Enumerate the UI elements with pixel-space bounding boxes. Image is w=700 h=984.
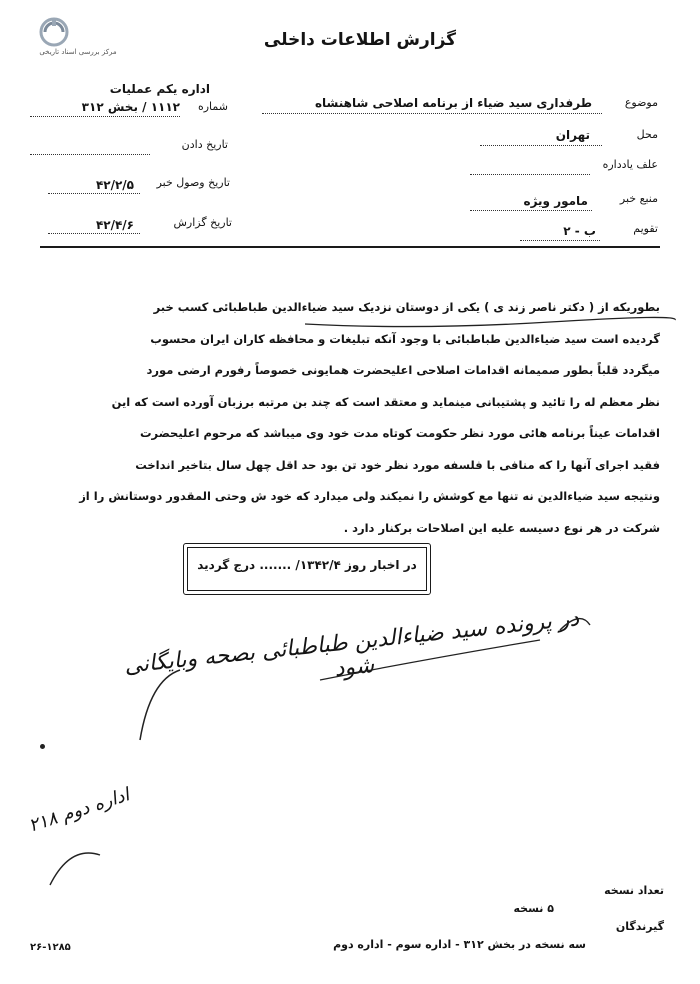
report-date-label: تاریخ گزارش: [173, 216, 232, 229]
subject-label: موضوع: [624, 96, 658, 109]
body-line: میگردد قلباً بطور صمیمانه اقدامات اصلاحی اعلیحضرت همایونی خصوصاً رفورم ارضی مورد: [146, 363, 660, 377]
handwritten-strokes: [120, 600, 600, 770]
handwritten-instruction: در پرونده سید ضیاءالدین طباطبائی بصحه وبایگانی شود: [123, 606, 581, 682]
report-date-dotted-line: [48, 233, 140, 234]
place-value: تهران: [555, 128, 590, 142]
evaluation-value: ب - ۲: [563, 224, 596, 238]
receipt-date-value: ۴۲/۲/۵: [95, 178, 134, 192]
report-title: گزارش اطلاعات داخلی: [263, 30, 457, 50]
document-date-label: تاریخ دادن: [181, 138, 228, 151]
copies-value: ۵ نسخه: [513, 902, 554, 915]
place-dotted-line: [480, 145, 602, 146]
receipt-date-label: تاریخ وصول خبر: [156, 176, 230, 189]
recipients-label: گیرندگان: [615, 920, 664, 933]
attachment-dotted-line: [470, 174, 590, 175]
recipients-value: سه نسخه در بخش ۳۱۲ - اداره سوم - اداره دوم: [333, 938, 586, 951]
number-label: شماره: [197, 100, 228, 113]
body-line: اقدامات عیناً برنامه هائی مورد نظر حکومت کوتاه مدت خود وی میباشد که مرحوم اعلیحضرت: [139, 426, 660, 440]
body-line: شرکت در هر نوع دسیسه علیه این اصلاحات برکنار دارد .: [343, 520, 660, 535]
body-line: بطوریکه از ( دکتر ناصر زند ی ) یکی از دوستان نزدیک سید ضیاءالدین طباطبائی کسب خبر: [153, 300, 660, 314]
body-line: گردیده است سید ضیاءالدین طباطبائی با وجود آنکه تبلیغات و محافظه کاران ایران محسوب: [150, 331, 660, 346]
number-value: ۱۱۱۲ / بخش ۳۱۲: [81, 100, 180, 114]
stamp-text: در اخبار روز ۱۳۴۲/۴/ ....... درج گردید: [197, 558, 417, 572]
evaluation-dotted-line: [520, 240, 600, 241]
source-label: منبع خبر: [619, 192, 658, 205]
document-date-dotted-line: [30, 154, 150, 155]
copies-label: تعداد نسخه: [604, 884, 664, 897]
place-label: محل: [636, 128, 658, 141]
attachment-label: علف یادداره: [602, 158, 658, 171]
document-code: ۲۶-۱۲۸۵: [30, 942, 71, 953]
source-dotted-line: [470, 210, 592, 211]
subject-value: طرفداری سید ضیاء از برنامه اصلاحی شاهنشاه: [314, 96, 592, 110]
subject-dotted-line: [262, 113, 602, 114]
receipt-date-dotted-line: [48, 193, 140, 194]
source-value: مامور ویژه: [523, 194, 588, 208]
body-line: نظر معظم له را تائید و پشتیبانی مینماید و معتقد است که چند بن مرتبه برزبان آورده است که این: [111, 394, 660, 409]
margin-handwritten-note: اداره دوم ۲۱۸: [26, 784, 132, 837]
report-date-value: ۴۲/۴/۶: [95, 218, 134, 232]
header-divider: [40, 246, 660, 248]
number-dotted-line: [30, 116, 180, 117]
body-line: ونتیجه سید ضیاءالدین نه تنها مع کوشش را نمیکند ولی میدارد که خود ش وحتی المقدور دوستانش را از: [79, 489, 660, 503]
archive-logo-text: مرکز بررسی اسناد تاریخی: [39, 48, 117, 56]
underline-mark: [300, 300, 680, 330]
news-stamp: [183, 543, 431, 595]
body-line: فقید اجرای آنها را که منافی با فلسفه مورد نظر خود تن بود حد اقل چهل سال بتاخیر انداخت: [135, 457, 660, 472]
ink-dot: [40, 744, 45, 749]
department-value: اداره یکم عملیات: [109, 82, 210, 96]
evaluation-label: تقویم: [633, 222, 658, 235]
margin-strokes: [40, 835, 110, 890]
